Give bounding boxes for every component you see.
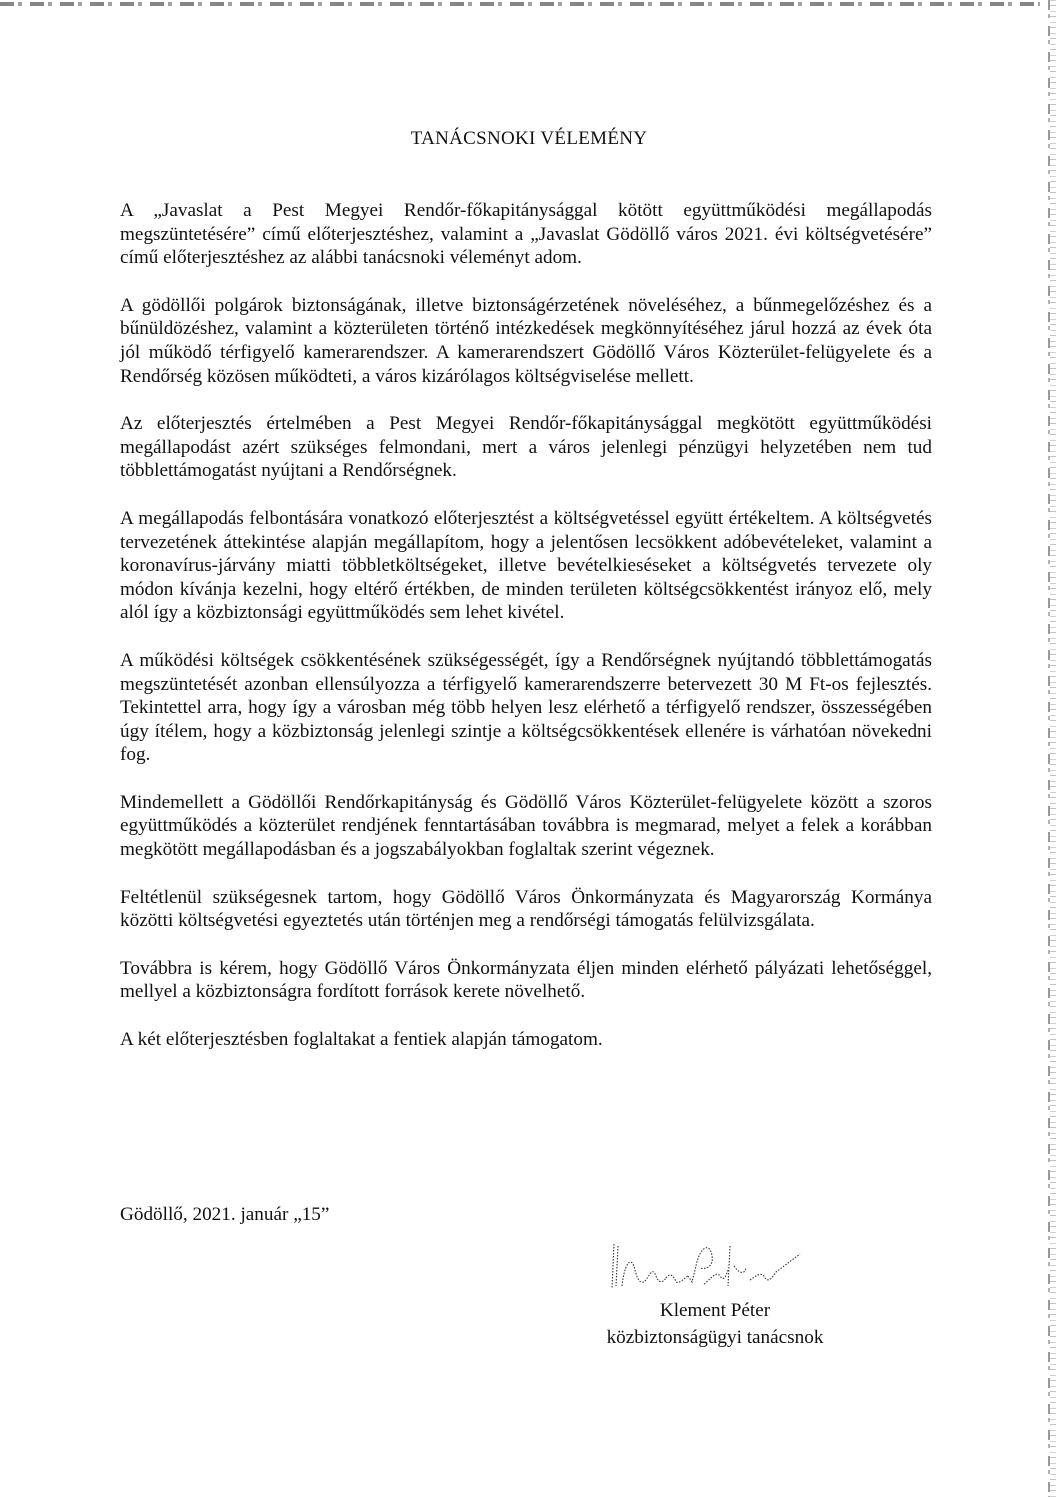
scan-artifact-top-edge: [0, 2, 1040, 6]
scan-artifact-right-noise: [1050, 0, 1056, 1497]
handwritten-signature: [600, 1236, 820, 1296]
paragraph-camera-system: A gödöllői polgárok biztonságának, illetve biztonságérzetének növeléséhez, a bűnmegelőzéshez és a bűnüldözéshez, valamint a közterületen történő intézkedések megkönnyítéséhez járul hozzá az évek óta jól működő térfigyelő kamerarendszer. A kamerarendszert Gödöllő Város Közterület-felügyelete és a Rendőrség közösen működteti, a város kizárólagos költségviselése mellett.: [120, 294, 932, 387]
date-line: Gödöllő, 2021. január „15”: [120, 1204, 330, 1225]
paragraph-intro: A „Javaslat a Pest Megyei Rendőr-főkapitánysággal kötött együttműködési megállapodás megszüntetésére” című előterjesztéshez, valamint a „Javaslat Gödöllő város 2021. évi költségvetésére” című előterjesztéshez az alábbi tanácsnoki véleményt adom.: [120, 200, 932, 269]
paragraph-review: Feltétlenül szükségesnek tartom, hogy Gödöllő Város Önkormányzata és Magyarország Kormánya közötti költségvetési egyeztetés után történjen meg a rendőrségi támogatás felülvizsgálata.: [120, 886, 932, 932]
paragraph-agreement-termination: Az előterjesztés értelmében a Pest Megyei Rendőr-főkapitánysággal megkötött együttműködési megállapodást azért szükséges felmondani, mert a város jelenlegi pénzügyi helyzetében nem tud többlettámogatást nyújtani a Rendőrségnek.: [120, 413, 932, 482]
paragraph-budget-evaluation: A megállapodás felbontására vonatkozó előterjesztést a költségvetéssel együtt értékeltem. A költségvetés tervezetének áttekintése alapján megállapítom, hogy a jelentősen lecsökkent adóbevételeket, valamint a koronavírus-járvány miatti többletköltségeket, illetve bevételkieséseket a költségvetés tervezete oly módon kívánja kezelni, hogy eltérő értékben, de minden területen költségcsökkentést irányoz elő, mely alól így a közbiztonsági együttműködés sem lehet kivétel.: [120, 507, 932, 624]
paragraph-cooperation: Mindemellett a Gödöllői Rendőrkapitányság és Gödöllő Város Közterület-felügyelete között a szoros együttműködés a közterület rendjének fenntartásában továbbra is megmarad, melyet a felek a korábban megkötött megállapodásban és a jogszabályokban foglaltak szerint végeznek.: [120, 791, 932, 861]
paragraph-grants: Továbbra is kérem, hogy Gödöllő Város Önkormányzata éljen minden elérhető pályázati lehetőséggel, mellyel a közbiztonságra fordított források kerete növelhető.: [120, 957, 932, 1003]
paragraph-cost-reduction: A működési költségek csökkentésének szükségességét, így a Rendőrségnek nyújtandó többlettámogatás megszüntetését azonban ellensúlyozza a térfigyelő kamerarendszerre betervezett 30 M Ft-os fejlesztés. Tekintettel arra, hogy így a városban még több helyen lesz elérhető a térfigyelő rendszer, összességében úgy ítélem, hogy a közbiztonság jelenlegi szintje a költségcsökkentések ellenére is várhatóan növekedni fog.: [120, 649, 932, 766]
signer-role: közbiztonságügyi tanácsnok: [606, 1327, 824, 1348]
signer-name: Klement Péter: [659, 1300, 771, 1321]
document-body: [120, 199, 932, 1078]
paragraph-support: A két előterjesztésben foglaltakat a fentiek alapján támogatom.: [120, 1029, 603, 1051]
document-title: TANÁCSNOKI VÉLEMÉNY: [410, 128, 648, 149]
